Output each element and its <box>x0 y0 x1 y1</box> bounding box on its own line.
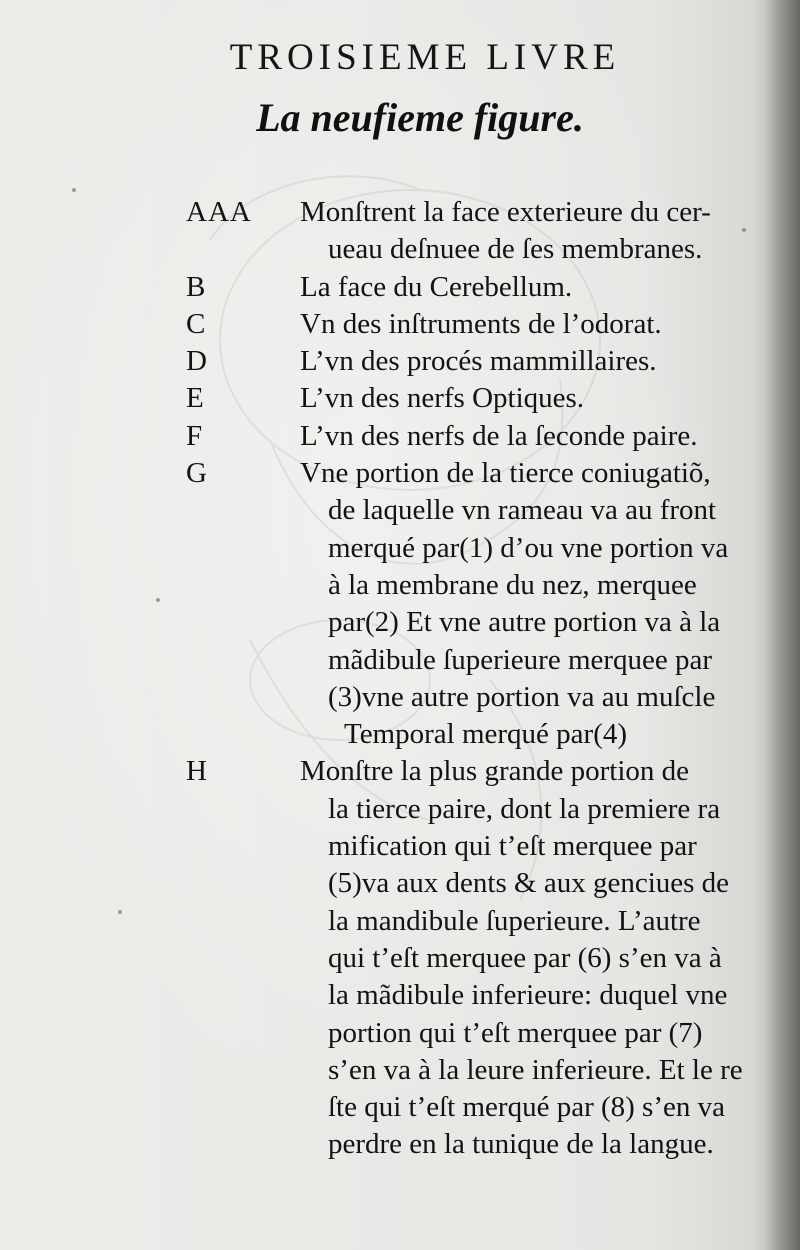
paper-speck <box>118 910 122 914</box>
legend-entry <box>186 753 776 1163</box>
text-line: La face du Cerebellum. <box>300 270 573 303</box>
text-line: perdre en la tunique de la langue. <box>328 1128 714 1161</box>
legend-description <box>300 753 776 1163</box>
text-line: la mandibule ſuperieure. L’autre <box>328 904 701 937</box>
legend-description <box>300 455 776 753</box>
text-line: merqué par(1) d’ou vne portion va <box>328 531 729 564</box>
legend-key: D <box>186 345 208 378</box>
legend-description <box>300 194 776 269</box>
text-line: Monſtre la plus grande portion de <box>300 755 689 788</box>
text-line: qui t’eſt merquee par (6) s’en va à <box>328 941 722 974</box>
legend-key: E <box>186 382 205 415</box>
legend-description <box>300 343 776 380</box>
text-line: de laquelle vn rameau va au front <box>328 494 717 527</box>
text-line: Temporal merqué par(4) <box>344 718 628 751</box>
legend-entry <box>186 455 776 753</box>
legend-entry <box>186 306 776 343</box>
text-line: L’vn des nerfs de la ſeconde paire. <box>300 419 698 452</box>
legend-key: G <box>186 457 208 490</box>
legend-description <box>300 380 776 417</box>
text-line: portion qui t’eſt merquee par (7) <box>328 1016 703 1049</box>
legend-entry <box>186 418 776 455</box>
text-line: la mãdibule inferieure: duquel vne <box>328 979 728 1012</box>
legend-key: F <box>186 419 204 452</box>
text-line: (5)va aux dents & aux genciues de <box>328 867 730 900</box>
text-line: Monſtrent la face exterieure du cer- <box>300 196 711 228</box>
legend-list <box>186 194 776 1164</box>
legend-description <box>300 269 776 306</box>
legend-key: H <box>186 755 208 788</box>
text-line: ſte qui t’eſt merqué par (8) s’en va <box>328 1091 725 1124</box>
text-line: à la membrane du nez, merquee <box>328 568 697 601</box>
paper-speck <box>72 188 76 192</box>
legend-key: AAA <box>186 196 252 228</box>
legend-entry <box>186 380 776 417</box>
text-line: mãdibule ſuperieure merquee par <box>328 643 713 676</box>
text-line: mification qui t’eſt merquee par <box>328 830 697 863</box>
text-line: la tierce paire, dont la premiere ra <box>328 792 721 825</box>
paper-speck <box>742 228 746 232</box>
legend-entry <box>186 269 776 306</box>
legend-entry <box>186 194 776 269</box>
running-head: TROISIEME LIVRE <box>229 37 621 78</box>
legend-entry <box>186 343 776 380</box>
text-line: s’en va à la leure inferieure. Et le re <box>328 1053 743 1086</box>
text-line: ueau deſnuee de ſes membranes. <box>328 233 703 266</box>
text-line: Vn des inſtruments de l’odorat. <box>300 307 662 340</box>
figure-title: La neufieme figure. <box>256 95 584 140</box>
legend-description <box>300 306 776 343</box>
paper-speck <box>156 598 160 602</box>
text-line: L’vn des nerfs Optiques. <box>300 382 585 415</box>
text-line: L’vn des procés mammillaires. <box>300 345 657 378</box>
text-line: (3)vne autre portion va au muſcle <box>328 680 716 713</box>
text-line: par(2) Et vne autre portion va à la <box>328 606 721 639</box>
text-line: Vne portion de la tierce coniugatiõ, <box>300 457 711 490</box>
legend-key: B <box>186 270 207 303</box>
legend-key: C <box>186 307 207 340</box>
legend-description <box>300 418 776 455</box>
